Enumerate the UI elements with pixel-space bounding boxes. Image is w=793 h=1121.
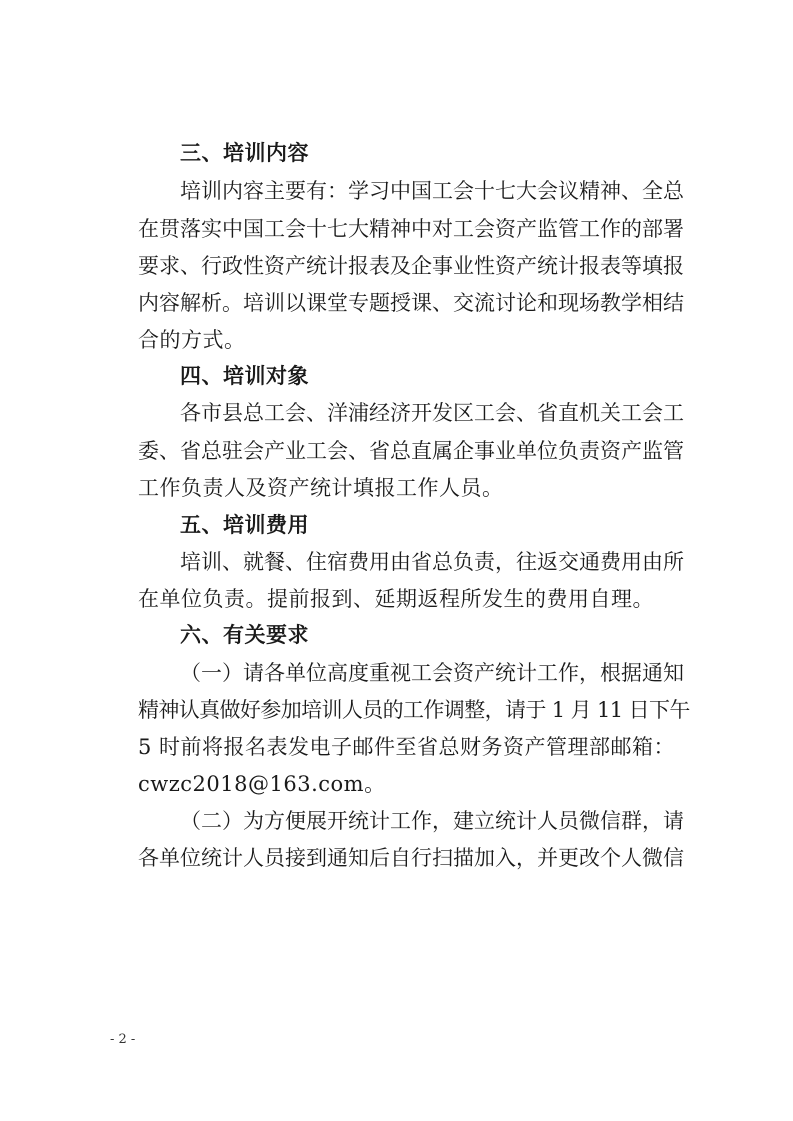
paragraph-line: 各单位统计人员接到通知后自行扫描加入，并更改个人微信: [138, 846, 684, 870]
paragraph-line: 各市县总工会、洋浦经济开发区工会、省直机关工会工: [180, 401, 684, 425]
paragraph-line: 精神认真做好参加培训人员的工作调整，请于 1 月 11 日下午: [138, 698, 690, 722]
section-heading-training-targets: 四、培训对象: [180, 364, 309, 388]
paragraph-line: 合的方式。: [138, 328, 246, 352]
paragraph-line: 工作负责人及资产统计填报工作人员。: [138, 476, 504, 500]
paragraph-line: 5 时前将报名表发电子邮件至省总财务资产管理部邮箱：: [138, 735, 676, 759]
paragraph-line: 在贯落实中国工会十七大精神中对工会资产监管工作的部署: [138, 217, 684, 241]
paragraph-line: （二）为方便展开统计工作，建立统计人员微信群，请: [180, 809, 684, 833]
paragraph-line: 培训内容主要有：学习中国工会十七大会议精神、全总: [180, 179, 684, 203]
section-heading-training-content: 三、培训内容: [180, 141, 309, 165]
paragraph-line: （一）请各单位高度重视工会资产统计工作，根据通知: [180, 661, 684, 685]
paragraph-line: 委、省总驻会产业工会、省总直属企事业单位负责资产监管: [138, 439, 684, 463]
page-number: - 2 -: [110, 1032, 136, 1047]
email-address-line: cwzc2018@163.com。: [138, 772, 386, 796]
section-heading-requirements: 六、有关要求: [180, 623, 309, 647]
paragraph-line: 培训、就餐、住宿费用由省总负责，往返交通费用由所: [180, 550, 684, 574]
paragraph-line: 内容解析。培训以课堂专题授课、交流讨论和现场教学相结: [138, 291, 684, 315]
paragraph-line: 要求、行政性资产统计报表及企事业性资产统计报表等填报: [138, 254, 684, 278]
paragraph-line: 在单位负责。提前报到、延期返程所发生的费用自理。: [138, 587, 654, 611]
section-heading-training-costs: 五、培训费用: [180, 513, 309, 537]
